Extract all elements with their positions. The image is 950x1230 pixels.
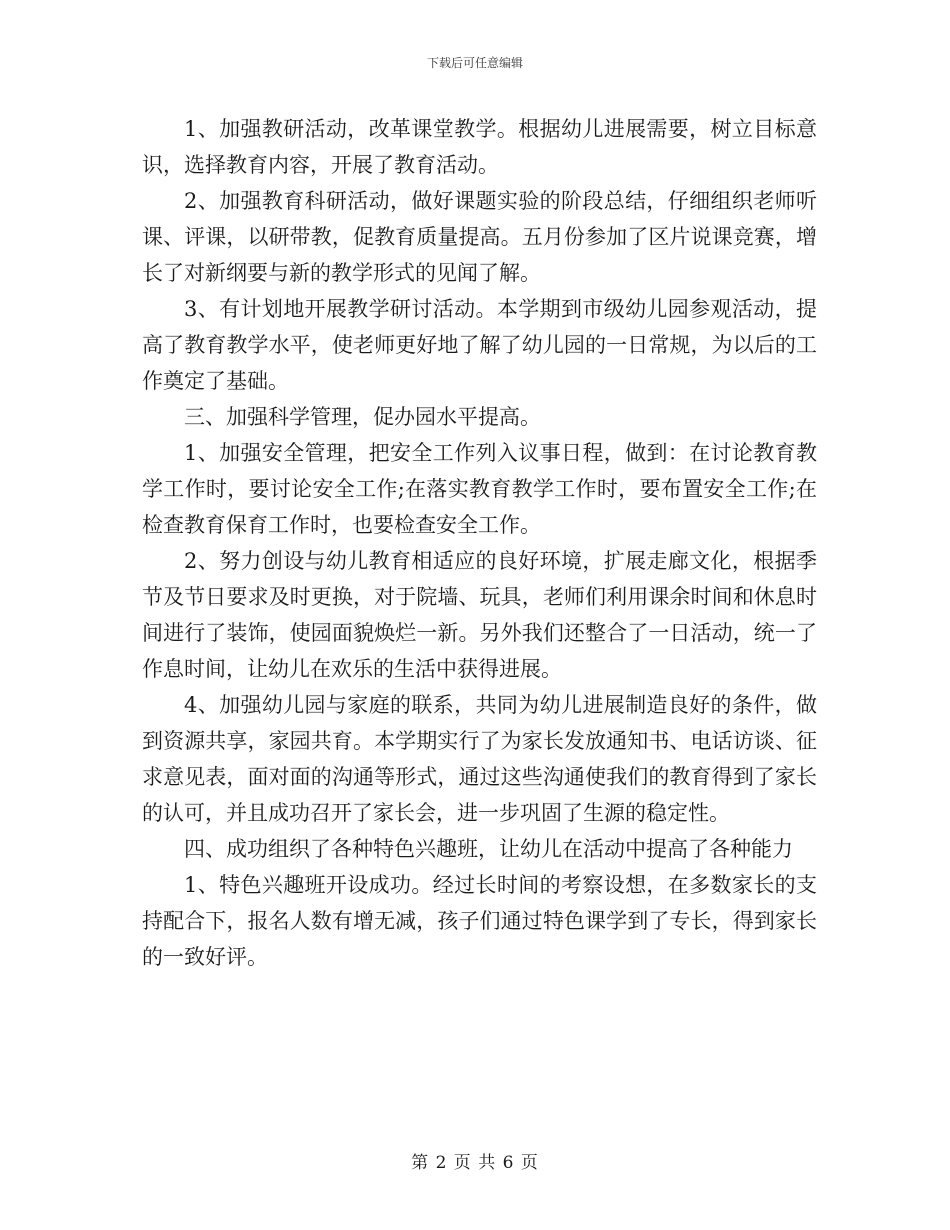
paragraph-teaching-seminar: 3、有计划地开展教学研讨活动。本学期到市级幼儿园参观活动，提高了教育教学水平，使老师更好地了解了幼儿园的一日常规，为以后的工作奠定了基础。 [142, 297, 817, 393]
paragraph-interest-classes: 1、特色兴趣班开设成功。经过长时间的考察设想，在多数家长的支持配合下，报名人数有增无减，孩子们通过特色课学到了专长，得到家长的一致好评。 [142, 873, 817, 969]
section-heading-management: 三、加强科学管理，促办园水平提高。 [184, 405, 541, 429]
paragraph-safety-management: 1、加强安全管理，把安全工作列入议事日程，做到：在讨论教育教学工作时，要讨论安全工作;在落实教育教学工作时，要布置安全工作;在检查教育保育工作时，也要检查安全工作。 [142, 441, 817, 537]
document-body [142, 111, 817, 975]
paragraph-education-research: 2、加强教育科研活动，做好课题实验的阶段总结，仔细组织老师听课、评课，以研带教，促教育质量提高。五月份参加了区片说课竞赛，增长了对新纲要与新的教学形式的见闻了解。 [142, 189, 817, 285]
section-heading-interest-classes: 四、成功组织了各种特色兴趣班，让幼儿在活动中提高了各种能力 [184, 837, 793, 861]
paragraph-environment: 2、努力创设与幼儿教育相适应的良好环境，扩展走廊文化，根据季节及节日要求及时更换，对于院墙、玩具，老师们利用课余时间和休息时间进行了装饰，使园面貌焕烂一新。另外我们还整合了一日活动，统一了作息时间，让幼儿在欢乐的生活中获得进展。 [142, 549, 817, 681]
paragraph-teaching-research: 1、加强教研活动，改革课堂教学。根据幼儿进展需要，树立目标意识，选择教育内容，开展了教育活动。 [142, 117, 817, 177]
page-header: 下载后可任意编辑 [426, 56, 523, 70]
paragraph-family-contact: 4、加强幼儿园与家庭的联系，共同为幼儿进展制造良好的条件，做到资源共享，家园共育。本学期实行了为家长发放通知书、电话访谈、征求意见表，面对面的沟通等形式，通过这些沟通使我们的教育得到了家长的认可，并且成功召开了家长会，进一步巩固了生源的稳定性。 [142, 693, 817, 825]
page-number: 第 2 页 共 6 页 [411, 1153, 539, 1173]
